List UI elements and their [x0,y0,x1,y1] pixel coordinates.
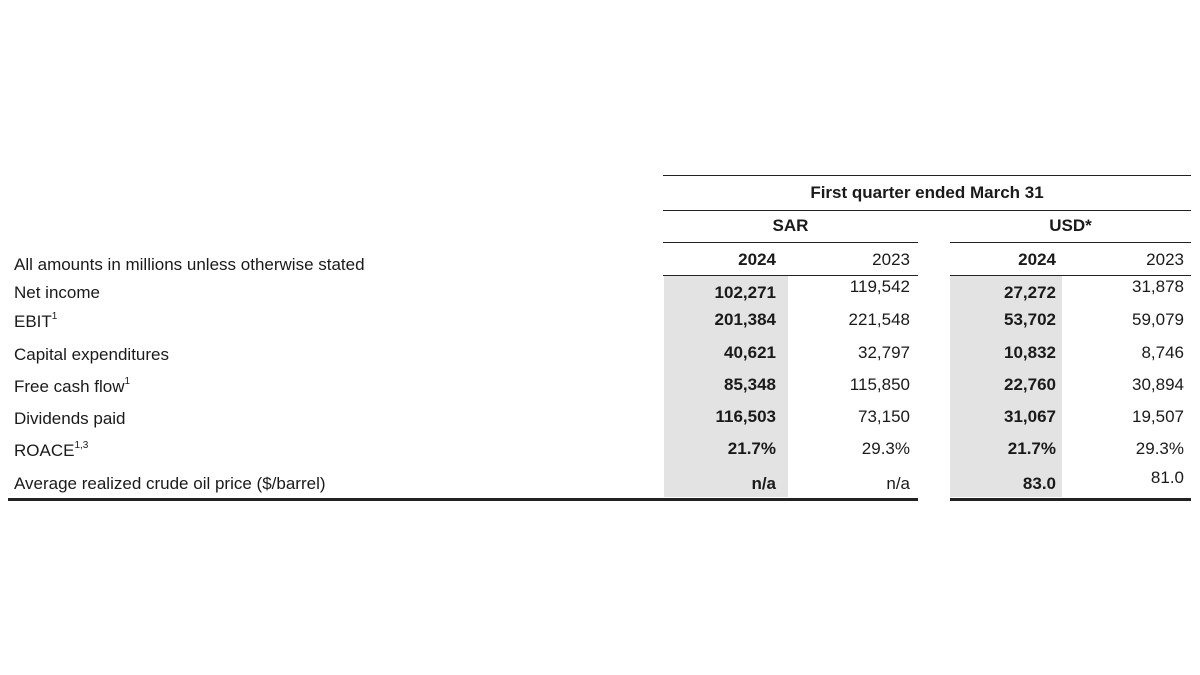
sar-header: SAR [772,216,809,235]
year-header-usd-2023: 2023 [1146,250,1184,269]
bottom-rule-left [8,498,918,501]
row-label-average-realized-crude-oil-price [14,474,326,494]
row-label-roace [14,441,88,461]
cell-ebit-usd-2023: 59,079 [1132,310,1184,329]
cell-dividends-sar-2024: 116,503 [715,407,776,426]
cell-roace-sar-2024: 21.7% [727,439,776,458]
row-label-text: Free cash flow [14,377,125,396]
row-label-capital-expenditures [14,345,169,365]
cell-capex-sar-2024: 40,621 [724,343,776,362]
period-header: First quarter ended March 31 [810,183,1044,202]
footnote-marker: 1 [51,311,58,323]
cell-net-income-usd-2023: 31,878 [1132,277,1184,296]
row-label-header: All amounts in millions unless otherwise stated [14,255,365,274]
row-label-text: Capital expenditures [14,345,169,364]
cell-capex-sar-2023: 32,797 [858,343,910,362]
row-label-text: ROACE [14,441,75,460]
top-rule [663,175,1191,176]
row-label-text: Dividends paid [14,409,126,428]
cell-dividends-usd-2023: 19,507 [1132,407,1184,426]
year-header-sar-2024: 2024 [738,250,776,269]
row-label-text: Net income [14,283,100,302]
cell-net-income-usd-2024: 27,272 [1004,283,1056,302]
year-header-sar-2023: 2023 [872,250,910,269]
row-label-text: Average realized crude oil price ($/barrel) [14,474,326,493]
cell-oil-price-usd-2023: 81.0 [1150,468,1184,487]
usd-year-rule [950,275,1191,276]
row-label-dividends-paid [14,409,126,429]
usd-rule [950,242,1191,243]
cell-roace-sar-2023: 29.3% [861,439,910,458]
sar-year-rule [663,275,918,276]
cell-ebit-usd-2024: 53,702 [1004,310,1056,329]
cell-roace-usd-2024: 21.7% [1007,439,1056,458]
cell-fcf-sar-2024: 85,348 [724,375,776,394]
year-header-usd-2024: 2024 [1018,250,1056,269]
cell-ebit-sar-2024: 201,384 [714,310,776,329]
cell-fcf-usd-2024: 22,760 [1004,375,1056,394]
cell-capex-usd-2024: 10,832 [1004,343,1056,362]
cell-dividends-sar-2023: 73,150 [858,407,910,426]
sar-rule [663,242,918,243]
cell-ebit-sar-2023: 221,548 [848,310,910,329]
cell-roace-usd-2023: 29.3% [1135,439,1184,458]
cell-net-income-sar-2024: 102,271 [714,283,776,302]
row-label-free-cash-flow [14,377,130,397]
bottom-rule-right [950,498,1191,501]
footnote-marker: 1,3 [74,440,89,452]
row-label-net-income [14,283,100,303]
cell-fcf-usd-2023: 30,894 [1132,375,1184,394]
cell-capex-usd-2023: 8,746 [1141,343,1184,362]
period-rule [663,210,1191,211]
cell-oil-price-sar-2023: n/a [886,474,910,493]
cell-net-income-sar-2023: 119,542 [849,277,910,296]
row-label-text: EBIT [14,312,52,331]
footnote-marker: 1 [124,376,131,388]
cell-fcf-sar-2023: 115,850 [849,375,910,394]
usd-header: USD* [1049,216,1092,235]
cell-oil-price-usd-2024: 83.0 [1022,474,1056,493]
cell-oil-price-sar-2024: n/a [751,474,776,493]
cell-dividends-usd-2024: 31,067 [1004,407,1056,426]
row-label-ebit [14,312,57,332]
